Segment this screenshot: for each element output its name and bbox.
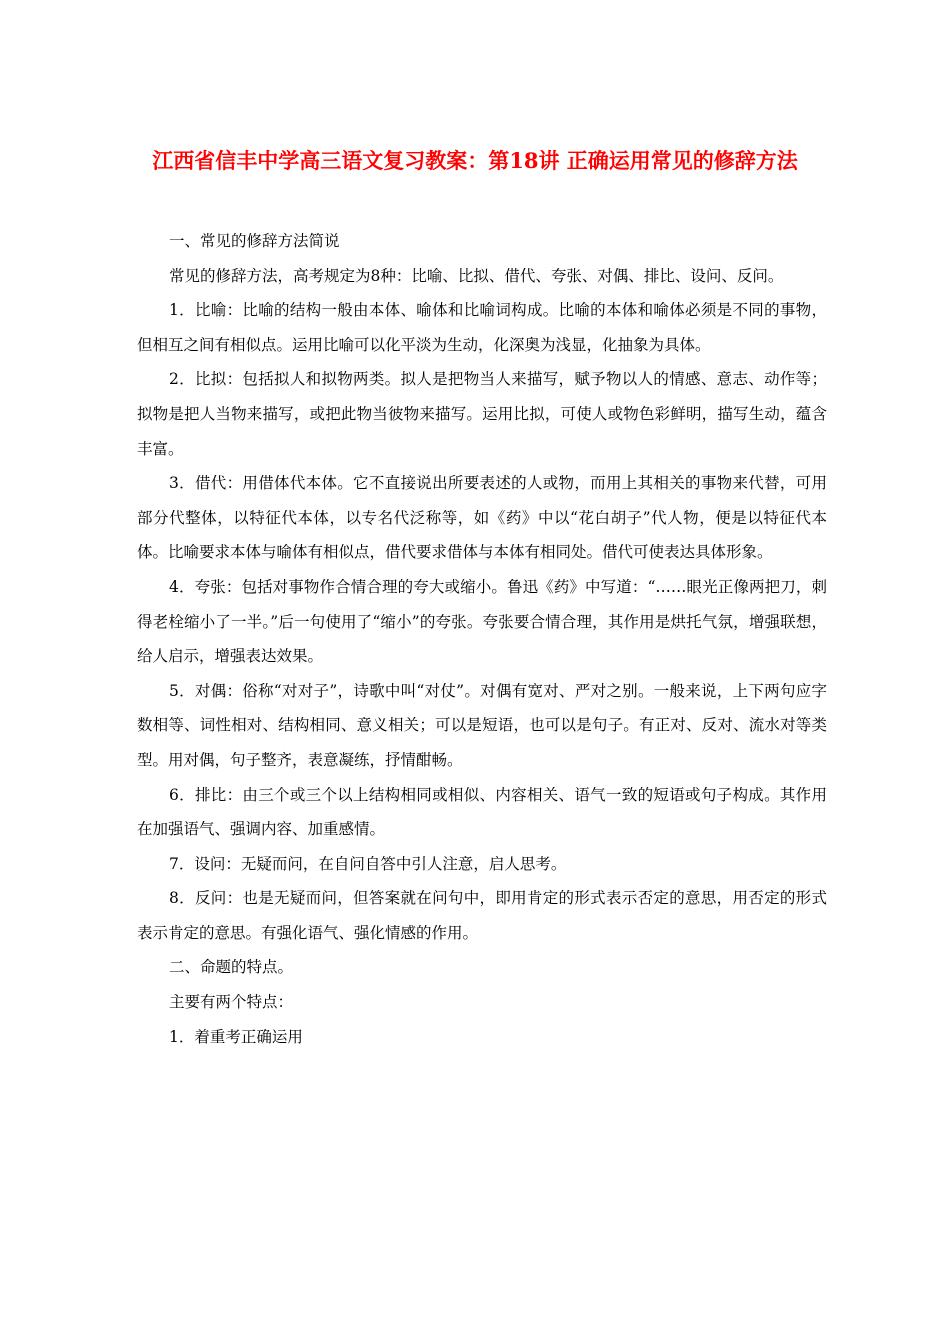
document-body	[137, 224, 827, 1054]
paragraph-rhetorical-question: 8．反问：也是无疑而问，但答案就在问句中，即用肯定的形式表示否定的意思，用否定的形式表示肯定的意思。有强化语气、强化情感的作用。	[137, 889, 827, 942]
paragraph-metonymy: 3．借代：用借体代本体。它不直接说出所要表述的人或物，而用上其相关的事物来代替，可用部分代整体，以特征代本体，以专名代泛称等，如《药》中以“花白胡子”代人物，便是以特征代本体。比喻要求本体与喻体有相似点，借代要求借体与本体有相同处。借代可使表达具体形象。	[137, 474, 827, 562]
paragraph-features-intro: 主要有两个特点：	[169, 993, 294, 1012]
paragraph-feature-1: 1．着重考正确运用	[169, 1027, 303, 1046]
paragraph-hyperbole: 4．夸张：包括对事物作合情合理的夸大或缩小。鲁迅《药》中写道：“……眼光正像两把刀，刺得老栓缩小了一半。”后一句使用了“缩小”的夸张。夸张要合情合理，其作用是烘托气氛，增强联想，给人启示，增强表达效果。	[137, 577, 827, 666]
document-title: 江西省信丰中学高三语文复习教案：第18讲 正确运用常见的修辞方法	[152, 148, 798, 173]
paragraph-intro: 常见的修辞方法，高考规定为8种：比喻、比拟、借代、夸张、对偶、排比、设问、反问。	[169, 266, 784, 285]
paragraph-hypophora: 7．设问：无疑而问，在自问自答中引人注意，启人思考。	[169, 854, 567, 873]
paragraph-personification: 2．比拟：包括拟人和拟物两类。拟人是把物当人来描写，赋予物以人的情感、意志、动作等；拟物是把人当物来描写，或把此物当彼物来描写。运用比拟，可使人或物色彩鲜明，描写生动，蕴含丰富。	[137, 370, 827, 458]
paragraph-antithesis: 5．对偶：俗称“对对子”，诗歌中叫“对仗”。对偶有宽对、严对之别。一般来说，上下两句应字数相等、词性相对、结构相同、意义相关；可以是短语，也可以是句子。有正对、反对、流水对等类型。用对偶，句子整齐，表意凝练，抒情酣畅。	[137, 681, 827, 769]
section-heading: 一、常见的修辞方法简说	[169, 232, 340, 250]
paragraph-parallelism: 6．排比：由三个或三个以上结构相同或相似、内容相关、语气一致的短语或句子构成。其作用在加强语气、强调内容、加重感情。	[137, 785, 827, 839]
section-heading: 二、命题的特点。	[169, 958, 294, 977]
paragraph-simile: 1．比喻：比喻的结构一般由本体、喻体和比喻词构成。比喻的本体和喻体必须是不同的事物，但相互之间有相似点。运用比喻可以化平淡为生动，化深奥为浅显，化抽象为具体。	[137, 301, 827, 354]
